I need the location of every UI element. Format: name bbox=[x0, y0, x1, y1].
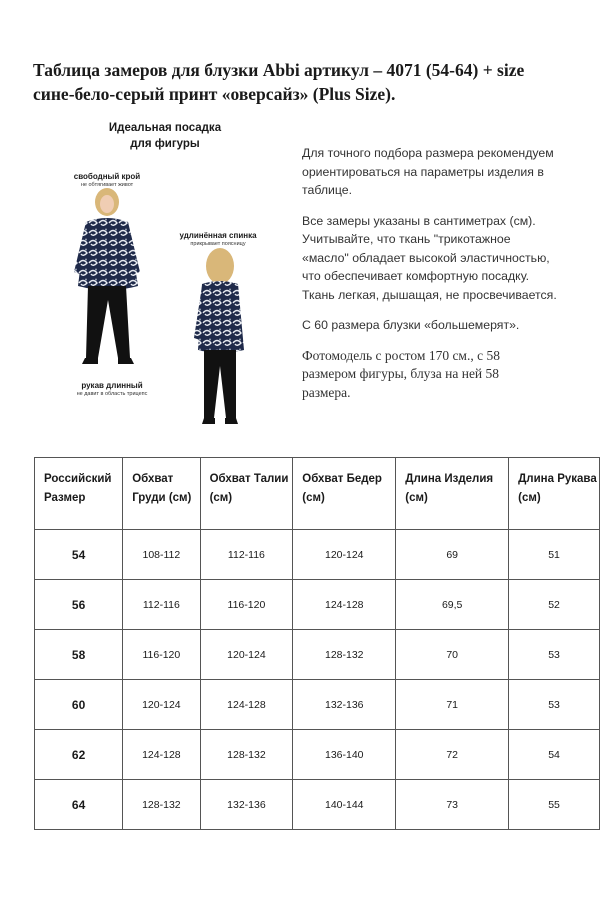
caption-long-back: удлинённая спинка прикрывает поясницу bbox=[179, 231, 257, 247]
table-row bbox=[35, 580, 600, 630]
table-row bbox=[35, 780, 600, 830]
cell-length: 69 bbox=[396, 530, 509, 580]
cell-sleeve: 55 bbox=[509, 780, 600, 830]
title-line-2: сине-бело-серый принт «оверсайз» (Plus Size). bbox=[33, 84, 396, 104]
cell-sleeve: 52 bbox=[509, 580, 600, 630]
cell-hips: 132-136 bbox=[293, 680, 396, 730]
cell-size: 62 bbox=[35, 730, 123, 780]
cell-length: 70 bbox=[396, 630, 509, 680]
cell-bust: 124-128 bbox=[123, 730, 200, 780]
cell-sleeve: 53 bbox=[509, 680, 600, 730]
table-row bbox=[35, 530, 600, 580]
title-line-1: Таблица замеров для блузки Abbi артикул – 4071 (54-64) + size bbox=[33, 60, 525, 80]
header-sleeve-length: Длина Рукава (см) bbox=[509, 458, 600, 530]
page-title bbox=[33, 58, 593, 106]
cell-bust: 120-124 bbox=[123, 680, 200, 730]
model-back-photo bbox=[192, 248, 252, 428]
model-note: Фотомодель с ростом 170 см., с 58 размером фигуры, блуза на ней 58 размера. bbox=[302, 347, 500, 400]
table-header-row bbox=[35, 458, 600, 530]
advice-paragraph-3: С 60 размера блузки «большемерят». bbox=[302, 318, 520, 332]
cell-bust: 116-120 bbox=[123, 630, 200, 680]
cell-waist: 112-116 bbox=[200, 530, 293, 580]
cell-bust: 108-112 bbox=[123, 530, 200, 580]
cell-waist: 128-132 bbox=[200, 730, 293, 780]
cell-hips: 136-140 bbox=[293, 730, 396, 780]
table-row bbox=[35, 630, 600, 680]
cell-size: 58 bbox=[35, 630, 123, 680]
fit-illustration bbox=[60, 115, 275, 435]
table-row bbox=[35, 730, 600, 780]
cell-hips: 124-128 bbox=[293, 580, 396, 630]
header-bust: Обхват Груди (см) bbox=[123, 458, 200, 530]
caption-loose-cut: свободный крой не обтягивает живот bbox=[73, 172, 141, 188]
advice-paragraph-2: Все замеры указаны в сантиметрах (см). Учитывайте, что ткань "трикотажное «масло" обладает высокой эластичностью, что обеспечивает комфортную посадку. Ткань легкая, дышащая, не просвечивается. bbox=[302, 213, 557, 302]
cell-sleeve: 51 bbox=[509, 530, 600, 580]
cell-length: 71 bbox=[396, 680, 509, 730]
cell-length: 69,5 bbox=[396, 580, 509, 630]
cell-sleeve: 53 bbox=[509, 630, 600, 680]
cell-hips: 140-144 bbox=[293, 780, 396, 830]
header-garment-length: Длина Изделия (см) bbox=[396, 458, 509, 530]
cell-waist: 124-128 bbox=[200, 680, 293, 730]
size-advice-text bbox=[302, 144, 594, 414]
header-hips: Обхват Бедер (см) bbox=[293, 458, 396, 530]
cell-hips: 128-132 bbox=[293, 630, 396, 680]
cell-sleeve: 54 bbox=[509, 730, 600, 780]
cell-waist: 120-124 bbox=[200, 630, 293, 680]
cell-length: 73 bbox=[396, 780, 509, 830]
cell-size: 54 bbox=[35, 530, 123, 580]
cell-bust: 128-132 bbox=[123, 780, 200, 830]
caption-long-sleeve: рукав длинный не давит в область трицепс bbox=[76, 381, 148, 397]
header-russian-size: Российский Размер bbox=[35, 458, 123, 530]
size-table bbox=[34, 457, 600, 830]
model-front-photo bbox=[68, 188, 148, 374]
header-waist: Обхват Талии (см) bbox=[200, 458, 293, 530]
cell-waist: 116-120 bbox=[200, 580, 293, 630]
cell-size: 60 bbox=[35, 680, 123, 730]
cell-size: 56 bbox=[35, 580, 123, 630]
cell-hips: 120-124 bbox=[293, 530, 396, 580]
cell-waist: 132-136 bbox=[200, 780, 293, 830]
cell-length: 72 bbox=[396, 730, 509, 780]
fit-heading: Идеальная посадка для фигуры bbox=[108, 122, 222, 150]
cell-bust: 112-116 bbox=[123, 580, 200, 630]
table-row bbox=[35, 680, 600, 730]
cell-size: 64 bbox=[35, 780, 123, 830]
advice-paragraph-1: Для точного подбора размера рекомендуем ориентироваться на параметры изделия в таблице. bbox=[302, 146, 554, 197]
